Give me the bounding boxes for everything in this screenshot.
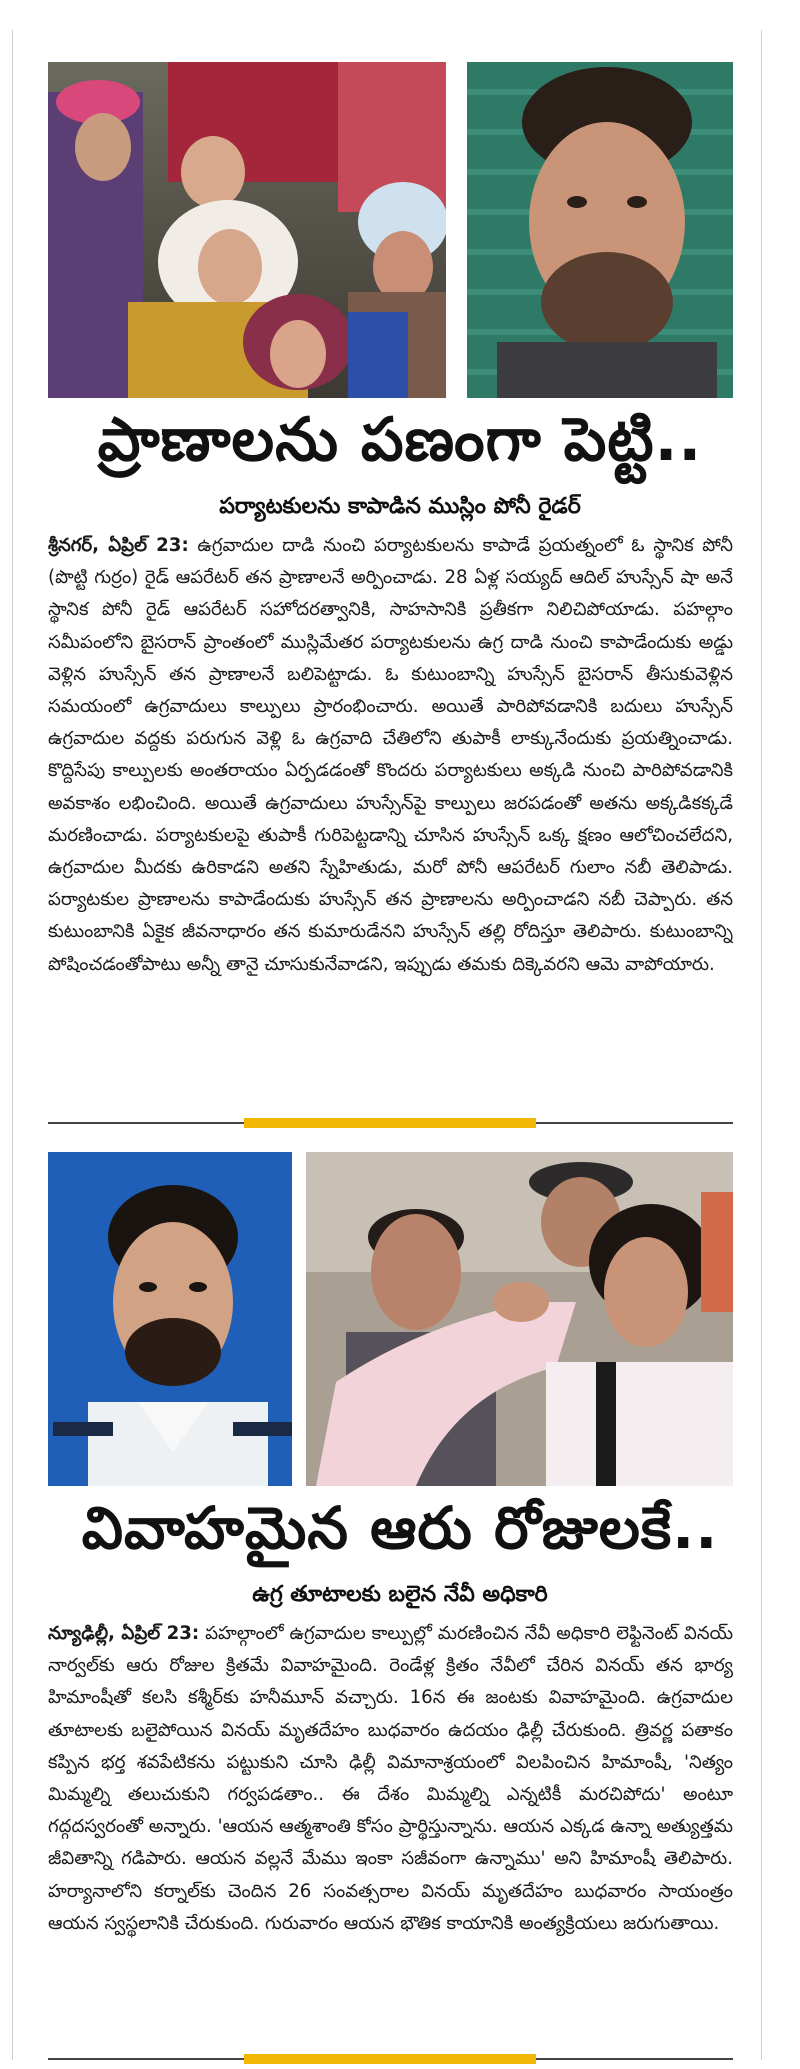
vinay-narwal-portrait-photo — [48, 1152, 292, 1486]
himanshi-saluting-photo — [306, 1152, 733, 1486]
bottom-accent — [244, 2054, 536, 2064]
story1-body — [48, 530, 733, 1113]
grieving-women-photo — [48, 62, 446, 398]
story1-subheadline: పర్యాటకులను కాపాడిన ముస్లిం పోనీ రైడర్ — [219, 494, 581, 519]
adil-hussain-portrait-photo — [467, 62, 733, 398]
story2-dateline: న్యూఢిల్లీ, ఏప్రిల్ 23: — [48, 1623, 200, 1644]
story2-body-text: పహల్గాంలో ఉగ్రవాదుల కాల్పుల్లో మరణించిన నేవీ అధికారి లెఫ్టినెంట్ వినయ్ నార్వల్‌కు ఆరు రోజుల క్రితమే వివాహమైంది. రెండేళ్ల క్రితం నేవీలో చేరిన వినయ్ తన భార్య హిమాంషీతో కలసి కశ్మీర్‌కు హనీమూన్ వచ్చారు. 16న ఈ జంటకు వివాహమైంది. ఉగ్రవాదుల తూటాలకు బలైపోయిన వినయ్ మృతదేహం బుధవారం ఉదయం ఢిల్లీ చేరుకుంది. త్రివర్ణ పతాకం కప్పిన భర్త శవపేటికను పట్టుకుని చూసి ఢిల్లీ విమానాశ్రయంలో విలపించిన హిమాంషీ, 'నిత్యం మిమ్మల్ని తలుచుకుని గర్వపడతాం.. ఈ దేశం మిమ్మల్ని ఎన్నటికీ మరచిపోదు' అంటూ గద్గదస్వరంతో అన్నారు. 'ఆయన ఆత్మశాంతి కోసం ప్రార్థిస్తున్నాను. ఆయన ఎక్కడ ఉన్నా అత్యుత్తమ జీవితాన్ని గడిపారు. ఆయన వల్లనే మేము ఇంకా సజీవంగా ఉన్నాము' అని హిమాంషీ తెలిపారు. హర్యానాలోని కర్నాల్‌కు చెందిన 26 సంవత్సరాల వినయ్ మృతదేహం బుధవారం సాయంత్రం ఆయన స్వస్థలానికి చేరుకుంది. గురువారం ఆయన భౌతిక కాయానికి అంత్యక్రియలు జరుగుతాయి. — [48, 1623, 733, 1934]
story2-subheadline: ఉగ్ర తూటాలకు బలైన నేవీ అధికారి — [252, 1582, 548, 1607]
story1-body-text: ఉగ్రవాదుల దాడి నుంచి పర్యాటకులను కాపాడే ప్రయత్నంలో ఓ స్థానిక పోనీ (పొట్టి గుర్రం) రైడ్ ఆపరేటర్ తన ప్రాణాలనే అర్పించాడు. 28 ఏళ్ల సయ్యద్ ఆదిల్ హుస్సేన్ షా అనే స్థానిక పోనీ రైడ్ ఆపరేటర్ సహోదరత్వానికి, సాహసానికి ప్రతీకగా నిలిచిపోయాడు. పహల్గాం సమీపంలోని బైసరాన్ ప్రాంతంలో ముస్లిమేతర పర్యాటకులను ఉగ్ర దాడి నుంచి కాపాడేందుకు అడ్డు వెళ్లిన హుస్సేన్ తన ప్రాణాలనే బలిపెట్టాడు. ఓ కుటుంబాన్ని హుస్సేన్ బైసరాన్ తీసుకువెళ్లిన సమయంలో ఉగ్రవాదులు కాల్పులు ప్రారంభించారు. అయితే పారిపోవడానికి బదులు హుస్సేన్ ఉగ్రవాదుల వద్దకు పరుగున వెళ్లి ఓ ఉగ్రవాది చేతిలోని తుపాకీ లాక్కునేందుకు ప్రయత్నించాడు. కొద్దిసేపు కాల్పులకు అంతరాయం ఏర్పడడంతో కొందరు పర్యాటకులు అక్కడి నుంచి పారిపోవడానికి అవకాశం లభించింది. అయితే ఉగ్రవాదులు హుస్సేన్‌పై కాల్పులు జరపడంతో అతను అక్కడికక్కడే మరణించాడు. పర్యాటకులపై తుపాకీ గురిపెట్టడాన్ని చూసిన హుస్సేన్ ఒక్క క్షణం ఆలోచించలేదని, ఉగ్రవాదుల మీదకు ఉరికాడని అతని స్నేహితుడు, మరో పోనీ ఆపరేటర్ గులాం నబీ తెలిపాడు. పర్యాటకుల ప్రాణాలను కాపాడేందుకు హుస్సేన్ తన ప్రాణాలను అర్పించాడని నబీ చెప్పారు. తన కుటుంబానికి ఏకైక జీవనాధారం తన కుమారుడేనని హుస్సేన్ తల్లి రోదిస్తూ తెలిపారు. కుటుంబాన్ని పోషించడంతోపాటు అన్నీ తానై చూసుకునేవాడని, ఇప్పుడు తమకు దిక్కెవరని ఆమె వాపోయారు. — [48, 535, 733, 975]
story2-headline: వివాహమైన ఆరు రోజులకే.. — [81, 1494, 719, 1562]
story2-body — [48, 1618, 733, 2036]
story1-headline: ప్రాణాలను పణంగా పెట్టి.. — [97, 405, 703, 475]
story1-dateline: శ్రీనగర్, ఏప్రిల్ 23: — [48, 535, 189, 556]
divider-accent — [244, 1118, 536, 1128]
